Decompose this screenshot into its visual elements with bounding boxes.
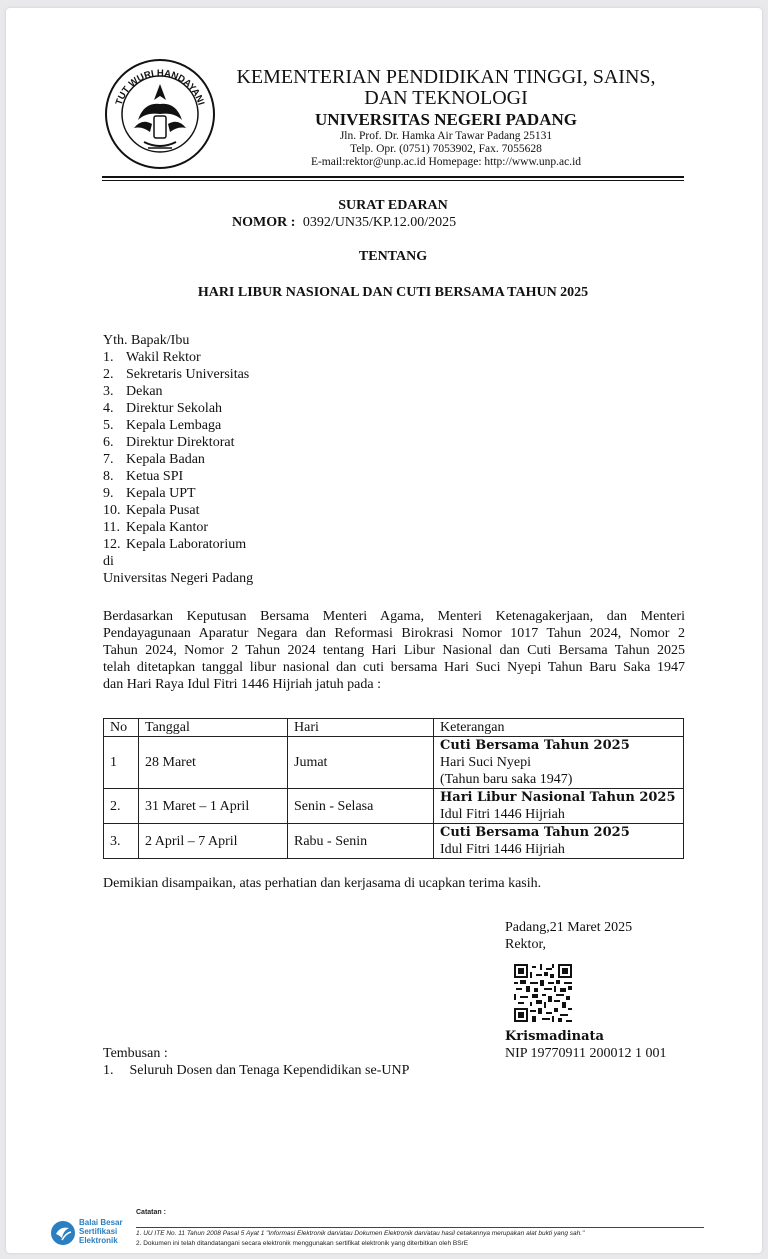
recipient-name: Kepala Laboratorium	[126, 537, 247, 552]
letterhead-contact: E-mail:rektor@unp.ac.id Homepage: http://www.unp.ac.id	[310, 156, 582, 168]
document-page	[6, 8, 762, 1253]
letterhead-address: Jln. Prof. Dr. Hamka Air Tawar Padang 25131	[339, 130, 553, 142]
letter-number-value: 0392/UN35/KP.12.00/2025	[302, 215, 457, 230]
cell-day: Jumat	[288, 737, 434, 789]
footer-rule	[136, 1227, 704, 1228]
ministry-name-line2: DAN TEKNOLOGI	[364, 87, 528, 109]
header-date: Tanggal	[139, 719, 288, 737]
signature-place-date: Padang,21 Maret 2025	[505, 920, 633, 935]
recipient-item	[103, 349, 253, 366]
recipient-number: 6.	[103, 435, 114, 450]
recipient-place: Universitas Negeri Padang	[103, 571, 254, 586]
letterhead-phone: Telp. Opr. (0751) 7053902, Fax. 7055628	[350, 143, 542, 155]
recipient-name: Direktur Sekolah	[126, 401, 223, 416]
footer-note: 1. UU ITE No. 11 Tahun 2008 Pasal 5 Ayat 1 "Informasi Elektronik dan/atau Dokumen Elektronik dan/atau hasil cetakannya merupakan alat bukti yang sah."	[136, 1230, 585, 1237]
cell-date: 31 Maret – 1 April	[139, 789, 288, 824]
recipient-number: 4.	[103, 401, 114, 416]
table-header-row	[104, 719, 684, 737]
recipient-name: Kepala Pusat	[126, 503, 200, 518]
signature-position: Rektor,	[505, 937, 547, 952]
closing-sentence: Demikian disampaikan, atas perhatian dan kerjasama di ucapkan terima kasih.	[103, 876, 542, 891]
letterhead-rule-thin	[102, 180, 684, 181]
cc-label: Tembusan :	[103, 1046, 168, 1061]
recipient-number: 11.	[103, 520, 120, 535]
cell-notes	[434, 737, 684, 789]
bsre-name	[79, 1218, 123, 1245]
holiday-note: Idul Fitri 1446 Hijriah	[440, 807, 565, 822]
paragraph-line: Tahun 2024, Nomor 2 Tahun 2024 tentang Hari Libur Nasional dan Cuti Bersama Tahun 2025	[103, 643, 685, 658]
recipient-number: 9.	[103, 486, 114, 501]
paragraph-line: Berdasarkan Keputusan Bersama Menteri Agama, Menteri Ketenagakerjaan, dan Menteri	[103, 609, 685, 624]
signature-qr-code	[514, 964, 572, 1022]
recipient-number: 3.	[103, 384, 114, 399]
cell-day: Senin - Selasa	[288, 789, 434, 824]
cc-item	[103, 1063, 409, 1079]
table-row	[104, 789, 684, 824]
cell-notes	[434, 824, 684, 859]
recipient-number: 7.	[103, 452, 114, 467]
recipient-item	[103, 383, 253, 400]
recipient-item	[103, 400, 253, 417]
recipient-number: 5.	[103, 418, 114, 433]
recipient-item	[103, 519, 253, 536]
paragraph-line: dan Hari Raya Idul Fitri 1446 Hijriah jatuh pada :	[103, 677, 381, 692]
letter-subject: HARI LIBUR NASIONAL DAN CUTI BERSAMA TAHUN 2025	[197, 285, 589, 300]
recipient-name: Sekretaris Universitas	[126, 367, 250, 382]
body-paragraph	[103, 608, 685, 693]
holiday-title: Hari Libur Nasional Tahun 2025	[440, 790, 676, 805]
tut-wuri-handayani-logo	[104, 58, 216, 170]
recipient-item	[103, 366, 253, 383]
cc-item-text: Seluruh Dosen dan Tenaga Kependidikan se-UNP	[129, 1063, 410, 1078]
holiday-table	[103, 718, 684, 859]
logo-motto-text: TUT WURI HANDAYANI	[113, 67, 207, 107]
cell-day: Rabu - Senin	[288, 824, 434, 859]
signatory-nip: NIP 19770911 200012 1 001	[505, 1046, 667, 1061]
recipient-item	[103, 451, 253, 468]
header-notes: Keterangan	[434, 719, 684, 737]
salutation: Yth. Bapak/Ibu	[103, 333, 190, 348]
header-day: Hari	[288, 719, 434, 737]
bsre-logo-icon	[50, 1220, 76, 1246]
header-no: No	[104, 719, 139, 737]
recipient-name: Kepala Kantor	[126, 520, 209, 535]
paragraph-line: Pendayagunaan Aparatur Negara dan Reformasi Birokrasi Nomor 1017 Tahun 2024, Nomor 2	[103, 626, 685, 641]
recipient-name: Kepala UPT	[126, 486, 196, 501]
bsre-line: Elektronik	[79, 1236, 118, 1245]
recipient-name: Wakil Rektor	[126, 350, 201, 365]
recipient-di: di	[103, 554, 114, 569]
university-name: UNIVERSITAS NEGERI PADANG	[315, 110, 577, 129]
table-row	[104, 737, 684, 789]
recipient-name: Ketua SPI	[126, 469, 184, 484]
letterhead-rule-thick	[102, 176, 684, 178]
recipient-name: Dekan	[126, 384, 163, 399]
cell-no: 1	[104, 737, 139, 789]
recipients-block	[103, 332, 253, 587]
cc-item-number: 1.	[103, 1063, 114, 1078]
recipient-name: Kepala Badan	[126, 452, 205, 467]
recipient-number: 2.	[103, 367, 114, 382]
holiday-note: Idul Fitri 1446 Hijriah	[440, 842, 565, 857]
footer-note: 2. Dokumen ini telah ditandatangani secara elektronik menggunakan sertifikat elektronik yang diterbitkan oleh BSrE	[136, 1240, 469, 1247]
cell-date: 2 April – 7 April	[139, 824, 288, 859]
recipient-list	[103, 349, 253, 553]
footer-note-label: Catatan :	[136, 1209, 166, 1216]
holiday-note: (Tahun baru saka 1947)	[440, 772, 573, 787]
cell-date: 28 Maret	[139, 737, 288, 789]
bsre-line: Sertifikasi	[79, 1227, 118, 1236]
bsre-line: Balai Besar	[79, 1218, 123, 1227]
recipient-name: Direktur Direktorat	[126, 435, 235, 450]
recipient-item	[103, 417, 253, 434]
recipient-number: 8.	[103, 469, 114, 484]
recipient-item	[103, 468, 253, 485]
about-label: TENTANG	[358, 249, 428, 264]
recipient-name: Kepala Lembaga	[126, 418, 222, 433]
letter-number	[232, 215, 456, 231]
holiday-title: Cuti Bersama Tahun 2025	[440, 825, 630, 840]
recipient-item	[103, 485, 253, 502]
holiday-title: Cuti Bersama Tahun 2025	[440, 738, 630, 753]
recipient-number: 1.	[103, 350, 114, 365]
cell-no: 2.	[104, 789, 139, 824]
ministry-name-line1: KEMENTERIAN PENDIDIKAN TINGGI, SAINS,	[236, 66, 656, 88]
letter-number-label: NOMOR :	[232, 215, 296, 230]
recipient-item	[103, 502, 253, 519]
signatory-name: Krismadinata	[505, 1029, 604, 1044]
holiday-note: Hari Suci Nyepi	[440, 755, 531, 770]
cell-no: 3.	[104, 824, 139, 859]
recipient-number: 10.	[103, 503, 121, 518]
letter-type: SURAT EDARAN	[338, 198, 448, 213]
paragraph-line: telah ditetapkan tanggal libur nasional dan cuti bersama Hari Suci Nyepi Tahun Baru Saka 1947	[103, 660, 685, 675]
recipient-item	[103, 536, 253, 553]
recipient-item	[103, 434, 253, 451]
recipient-number: 12.	[103, 537, 121, 552]
cell-notes	[434, 789, 684, 824]
table-row	[104, 824, 684, 859]
